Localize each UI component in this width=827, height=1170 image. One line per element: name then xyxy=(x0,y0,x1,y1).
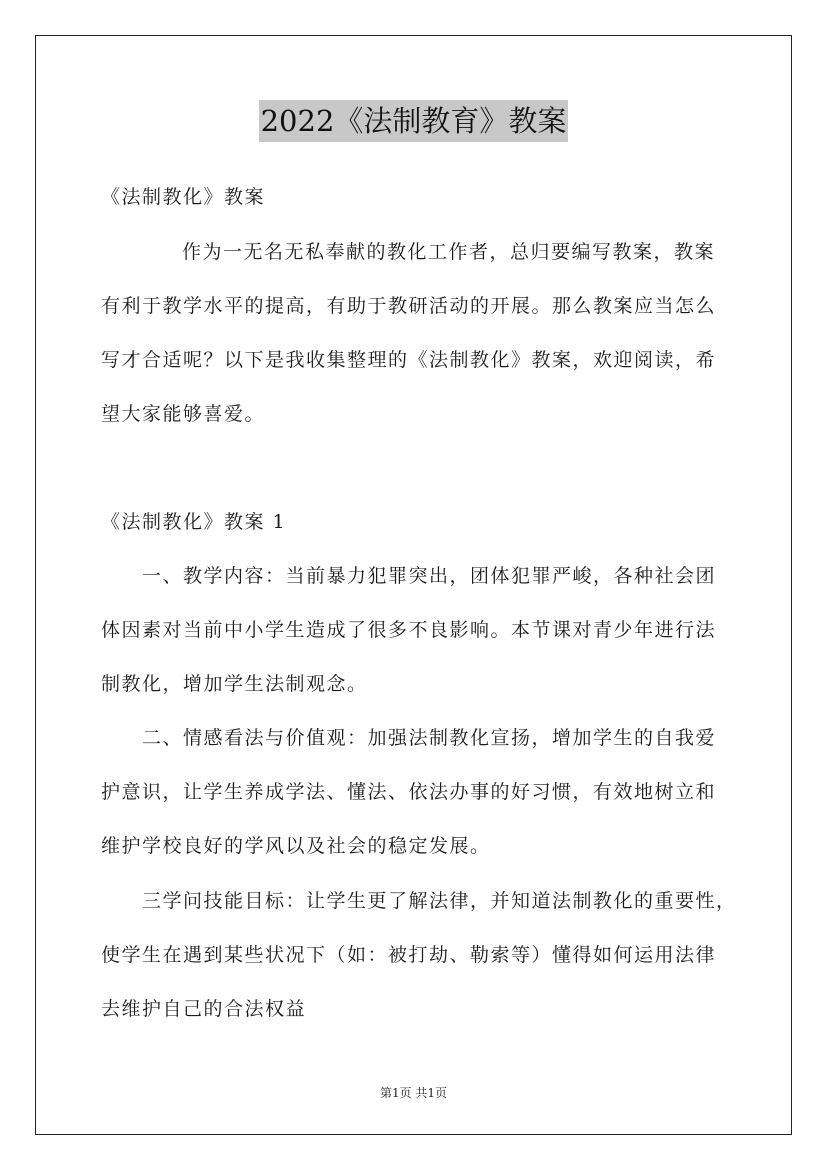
paragraph-line: 写才合适呢？以下是我收集整理的《法制教化》教案，欢迎阅读，希 xyxy=(101,349,717,371)
paragraph-line: 使学生在遇到某些状况下（如：被打劫、勒索等）懂得如何运用法律 xyxy=(101,944,717,966)
document-title: 2022《法制教育》教案 xyxy=(259,100,569,142)
paragraph-line: 望大家能够喜爱。 xyxy=(101,403,266,425)
paragraph-line: 一、教学内容：当前暴力犯罪突出，团体犯罪严峻，各种社会团 xyxy=(142,565,717,587)
paragraph-line: 制教化，增加学生法制观念。 xyxy=(101,673,368,695)
section-heading: 《法制教化》教案 xyxy=(101,186,266,208)
section-heading: 《法制教化》教案 1 xyxy=(101,511,287,533)
paragraph-line: 护意识，让学生养成学法、懂法、依法办事的好习惯，有效地树立和 xyxy=(101,781,717,803)
paragraph-line: 有利于教学水平的提高，有助于教研活动的开展。那么教案应当怎么 xyxy=(101,295,717,317)
title-container xyxy=(0,100,827,142)
paragraph-line: 三学问技能目标：让学生更了解法律，并知道法制教化的重要性， xyxy=(142,890,737,912)
paragraph-line: 体因素对当前中小学生造成了很多不良影响。本节课对青少年进行法 xyxy=(101,619,717,641)
page-footer: 第1页 共1页 xyxy=(379,1086,448,1100)
paragraph-line: 去维护自己的合法权益 xyxy=(101,998,307,1020)
paragraph-line: 作为一无名无私奉献的教化工作者，总归要编写教案，教案 xyxy=(182,241,716,263)
paragraph-line: 维护学校良好的学风以及社会的稳定发展。 xyxy=(101,835,491,857)
paragraph-line: 二、情感看法与价值观：加强法制教化宣扬，增加学生的自我爱 xyxy=(142,727,717,749)
